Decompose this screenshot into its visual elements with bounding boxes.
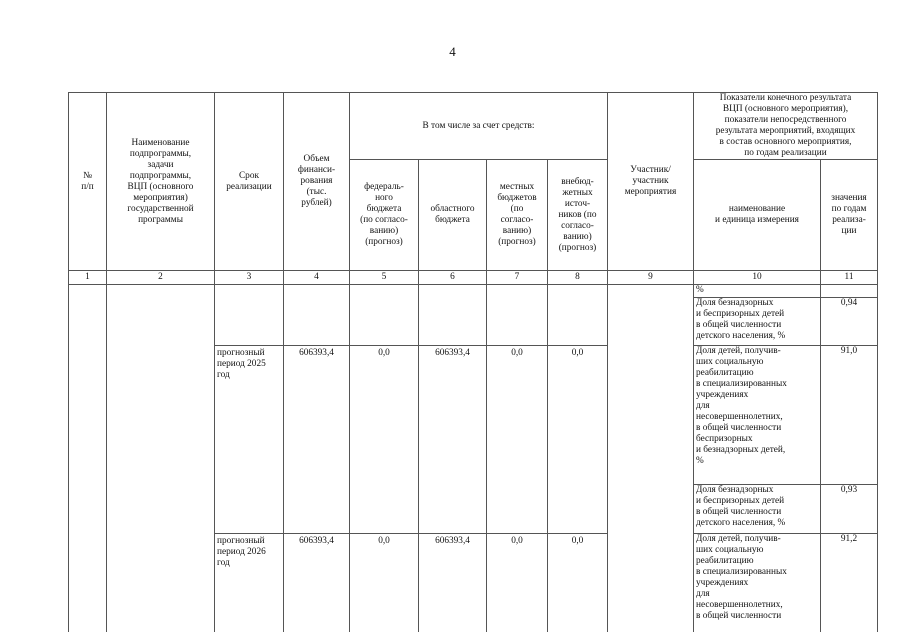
regional-2025: 606393,4: [419, 346, 487, 534]
financing-table: [68, 92, 878, 632]
cell-program-empty: [107, 285, 215, 632]
header-number: № п/п: [69, 93, 107, 271]
header-indicator-values: значения по годам реализа- ции: [821, 160, 878, 271]
extra-2026: 0,0: [548, 534, 608, 632]
indicator-value: 0,93: [821, 485, 878, 534]
cell-period-empty: [215, 285, 284, 346]
indicator-unit: %: [694, 285, 821, 298]
cell-federal-empty: [350, 285, 419, 346]
column-number: 6: [419, 271, 487, 285]
header-federal-budget: федераль- ного бюджета (по согласо- ванию) (прогноз): [350, 160, 419, 271]
column-number: 11: [821, 271, 878, 285]
indicator-name: Доля детей, получив- ших социальную реабилитацию в специализированных учреждениях для несовершеннолетних, в общей численности: [694, 534, 821, 632]
column-number: 4: [284, 271, 350, 285]
cell-number-empty: [69, 285, 107, 632]
column-number: 9: [608, 271, 694, 285]
federal-2026: 0,0: [350, 534, 419, 632]
header-indicator-name: наименование и единица измерения: [694, 160, 821, 271]
period-2025: прогнозный период 2025 год: [215, 346, 284, 534]
header-indicators: Показатели конечного результата ВЦП (основного мероприятия), показатели непосредственного результата мероприятий, входящих в состав основного мероприятия, по годам реализации: [694, 93, 878, 160]
indicator-name: Доля безнадзорных и беспризорных детей в общей численности детского населения, %: [694, 298, 821, 346]
indicator-value: 0,94: [821, 298, 878, 346]
cell-participant-empty: [608, 285, 694, 632]
regional-2026: 606393,4: [419, 534, 487, 632]
federal-2025: 0,0: [350, 346, 419, 534]
cell-local-empty: [487, 285, 548, 346]
total-2026: 606393,4: [284, 534, 350, 632]
indicator-name: Доля безнадзорных и беспризорных детей в общей численности детского населения, %: [694, 485, 821, 534]
indicator-unit-value-empty: [821, 285, 878, 298]
column-number: 1: [69, 271, 107, 285]
header-participant: Участник/ участник мероприятия: [608, 93, 694, 271]
extra-2025: 0,0: [548, 346, 608, 534]
header-extrabudgetary: внебюд- жетных источ- ников (по согласо- ванию) (прогноз): [548, 160, 608, 271]
indicator-value: 91,2: [821, 534, 878, 632]
column-number: 2: [107, 271, 215, 285]
column-number: 7: [487, 271, 548, 285]
local-2026: 0,0: [487, 534, 548, 632]
header-period: Срок реализации: [215, 93, 284, 271]
column-number: 3: [215, 271, 284, 285]
page-number: 4: [449, 44, 456, 59]
cell-regional-empty: [419, 285, 487, 346]
header-local-budget: местных бюджетов (по согласо- ванию) (прогноз): [487, 160, 548, 271]
header-funding-volume: Объем финанси- рования (тыс. рублей): [284, 93, 350, 271]
header-funding-sources: В том числе за счет средств:: [350, 93, 608, 160]
local-2025: 0,0: [487, 346, 548, 534]
cell-extra-empty: [548, 285, 608, 346]
total-2025: 606393,4: [284, 346, 350, 534]
indicator-name: Доля детей, получив- ших социальную реабилитацию в специализированных учреждениях для несовершеннолетних, в общей численности беспризорных и безнадзорных детей, %: [694, 346, 821, 485]
header-regional-budget: областного бюджета: [419, 160, 487, 271]
column-number: 8: [548, 271, 608, 285]
cell-total-empty: [284, 285, 350, 346]
header-program-name: Наименование подпрограммы, задачи подпрограммы, ВЦП (основного мероприятия) государственной программы: [107, 93, 215, 271]
period-2026: прогнозный период 2026 год: [215, 534, 284, 632]
column-number: 10: [694, 271, 821, 285]
column-number: 5: [350, 271, 419, 285]
indicator-value: 91,0: [821, 346, 878, 485]
